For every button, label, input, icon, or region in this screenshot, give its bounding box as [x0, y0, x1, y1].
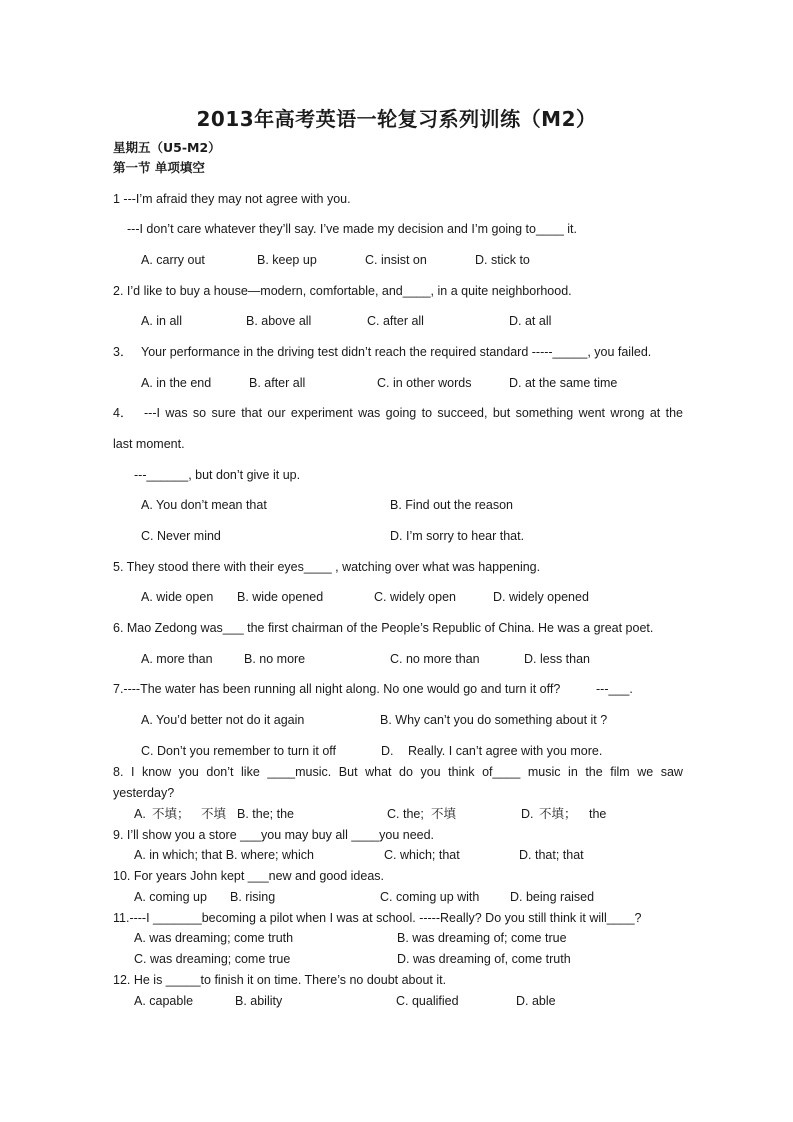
question-10-line-1: 10. For years John kept ___new and good ideas.	[113, 869, 385, 883]
q2-option-d: D. at all	[509, 314, 552, 328]
q10-option-c: C. coming up with	[380, 890, 480, 904]
q3-option-d: D. at the same time	[509, 376, 618, 390]
q5-option-a: A. wide open	[141, 590, 214, 604]
section-label: 第一节 单项填空	[113, 160, 205, 175]
page-title: 2013年高考英语一轮复习系列训练（M2）	[196, 107, 597, 131]
q8-word: we	[637, 765, 654, 779]
q8-word: in	[568, 765, 578, 779]
question-6-line-1: 6. Mao Zedong was___ the first chairman of the People’s Republic of China. He was a great poet.	[113, 621, 654, 635]
q7-option-b: B. Why can’t you do something about it ?	[380, 713, 608, 727]
q1-option-c: C. insist on	[365, 253, 427, 267]
q4-option-a: A. You don’t mean that	[141, 498, 267, 512]
q12-option-a: A. capable	[134, 994, 194, 1008]
question-7-line-1: 7.----The water has been running all night along. No one would go and turn it off?	[113, 682, 561, 696]
q8-option-a-letter: A.	[134, 807, 146, 821]
q11-option-b: B. was dreaming of; come true	[397, 931, 567, 945]
q10-option-b: B. rising	[230, 890, 276, 904]
question-4-line-3: ---______, but don’t give it up.	[134, 468, 301, 482]
question-4-line-1: ---I was so sure that our experiment was going to succeed, but something went wrong at the	[144, 406, 683, 420]
q8-option-a-part2: 不填	[201, 807, 227, 821]
q8-word: music	[527, 765, 561, 779]
q8-word: what	[365, 765, 392, 779]
question-8-line-1	[113, 764, 683, 780]
q8-word: don’t	[206, 765, 234, 779]
q8-word: know	[141, 765, 172, 779]
question-3-number: 3．	[113, 345, 133, 359]
q8-word: you	[420, 765, 441, 779]
q8-word: But	[338, 765, 358, 779]
q6-option-a: A. more than	[141, 652, 213, 666]
q2-option-a: A. in all	[141, 314, 182, 328]
day-label: 星期五（U5-M2）	[113, 140, 221, 155]
q7-option-a: A. You’d better not do it again	[141, 713, 305, 727]
q8-word: the	[585, 765, 603, 779]
q3-option-a: A. in the end	[141, 376, 212, 390]
q1-option-b: B. keep up	[257, 253, 317, 267]
q8-option-d-part2: the	[589, 807, 607, 821]
question-1-line-1: 1 ---I’m afraid they may not agree with you.	[113, 192, 351, 206]
q4-option-b: B. Find out the reason	[390, 498, 513, 512]
q11-option-d: D. was dreaming of, come truth	[397, 952, 571, 966]
q12-option-b: B. ability	[235, 994, 283, 1008]
q3-option-b: B. after all	[249, 376, 306, 390]
q7-option-c: C. Don’t you remember to turn it off	[141, 744, 336, 758]
q5-option-c: C. widely open	[374, 590, 456, 604]
q8-option-a-part1: 不填；	[152, 807, 190, 821]
question-7-line-2: ---___.	[596, 682, 633, 696]
q8-word: do	[399, 765, 413, 779]
q2-option-b: B. above all	[246, 314, 312, 328]
q8-word: think	[448, 765, 475, 779]
q12-option-c: C. qualified	[396, 994, 459, 1008]
q9-option-ab: A. in which; that B. where; which	[134, 848, 314, 862]
q8-word: like	[241, 765, 260, 779]
question-1-line-2: ---I don’t care whatever they’ll say. I’ve made my decision and I’m going to____ it.	[127, 222, 577, 236]
q8-option-c-part2: 不填	[431, 807, 457, 821]
q12-option-d: D. able	[516, 994, 556, 1008]
q9-option-c: C. which; that	[384, 848, 460, 862]
q8-option-b: B. the; the	[237, 807, 294, 821]
q9-option-d: D. that; that	[519, 848, 584, 862]
question-9-line-1: 9. I’ll show you a store ___you may buy all ____you need.	[113, 828, 435, 842]
q8-word: you	[178, 765, 199, 779]
q10-option-d: D. being raised	[510, 890, 595, 904]
question-5-line-1: 5. They stood there with their eyes____ , watching over what was happening.	[113, 560, 541, 574]
question-8-line-2: yesterday?	[113, 786, 175, 800]
q4-option-c: C. Never mind	[141, 529, 221, 543]
question-11-line-1: 11.----I _______becoming a pilot when I was at school. -----Really? Do you still think it will____?	[113, 911, 642, 925]
q11-option-c: C. was dreaming; come true	[134, 952, 291, 966]
q8-option-d-part1: 不填；	[539, 807, 577, 821]
q5-option-d: D. widely opened	[493, 590, 589, 604]
q8-word: saw	[660, 765, 683, 779]
q2-option-c: C. after all	[367, 314, 424, 328]
q1-option-a: A. carry out	[141, 253, 205, 267]
q6-option-d: D. less than	[524, 652, 591, 666]
q4-option-d: D. I’m sorry to hear that.	[390, 529, 525, 543]
q8-word: film	[610, 765, 630, 779]
q8-word: 8.	[113, 765, 124, 779]
q11-option-a: A. was dreaming; come truth	[134, 931, 294, 945]
q10-option-a: A. coming up	[134, 890, 207, 904]
q6-option-c: C. no more than	[390, 652, 480, 666]
q8-word: I	[130, 765, 135, 779]
q8-word: of____	[482, 765, 521, 779]
q3-option-c: C. in other words	[377, 376, 472, 390]
q1-option-d: D. stick to	[475, 253, 530, 267]
q8-option-c-part1: C. the;	[387, 807, 424, 821]
question-12-line-1: 12. He is _____to finish it on time. There’s no doubt about it.	[113, 973, 447, 987]
q8-option-d-letter: D.	[521, 807, 534, 821]
q8-word: ____music.	[267, 765, 332, 779]
q7-option-d-letter: D.	[381, 744, 394, 758]
q7-option-d-text: Really. I can’t agree with you more.	[408, 744, 603, 758]
q5-option-b: B. wide opened	[237, 590, 324, 604]
question-2-line-1: 2. I’d like to buy a house—modern, comfortable, and____, in a quite neighborhood.	[113, 284, 572, 298]
q6-option-b: B. no more	[244, 652, 306, 666]
question-3-line-1: Your performance in the driving test didn’t reach the required standard -----_____, you failed.	[141, 345, 652, 359]
question-4-line-2: last moment.	[113, 437, 185, 451]
question-4-number: 4．	[113, 406, 133, 420]
